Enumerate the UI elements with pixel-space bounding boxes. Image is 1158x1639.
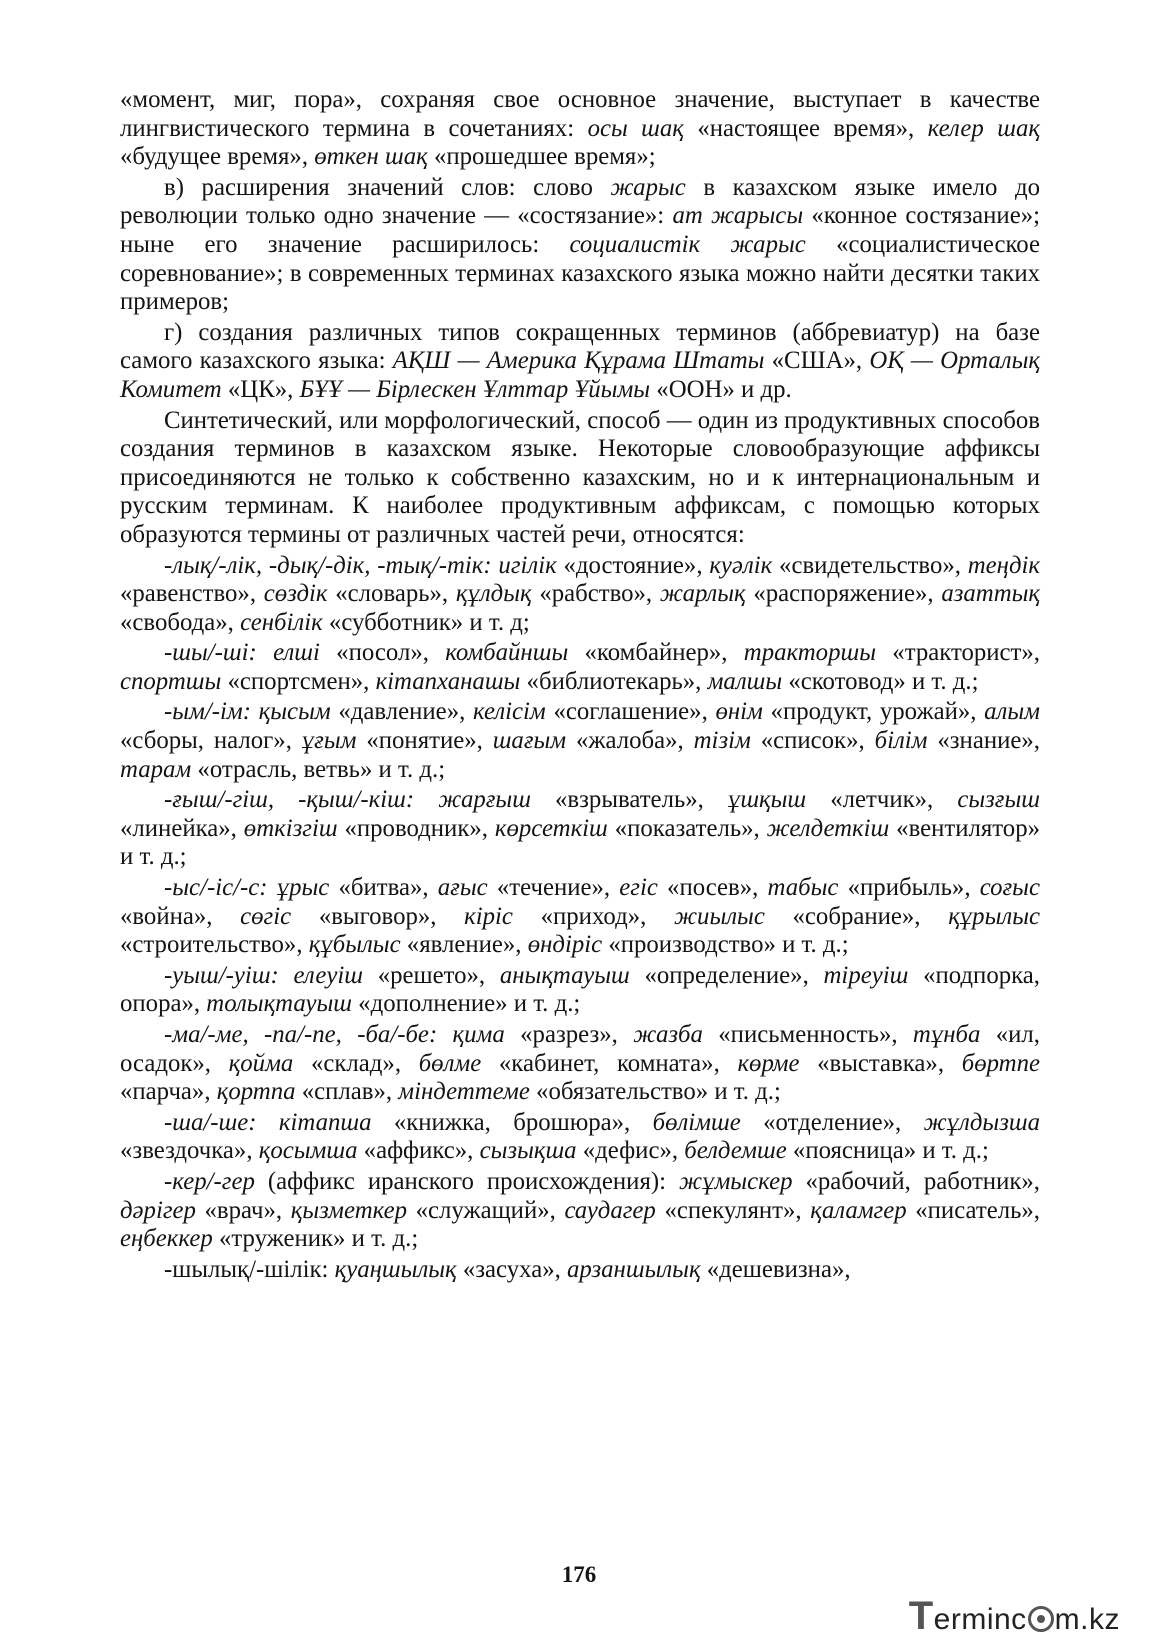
italic-term: кітапханашы (375, 667, 521, 695)
italic-term: -лық/-лік, -дық/-дік, -тық/-тік: игілік (164, 551, 557, 579)
text-run: «знание», (927, 727, 1040, 755)
text-run: «отрасль, ветвь» и т. д.; (191, 755, 446, 783)
text-run: «поясница» и т. д.; (786, 1137, 989, 1165)
text-run: «подпорка, опора», (120, 961, 1040, 1018)
italic-term: келер шақ (927, 114, 1040, 142)
italic-term: -ым/-ім: қысым (164, 698, 331, 726)
paragraph (120, 1109, 1040, 1166)
paragraph (120, 552, 1040, 638)
text-run: «ил, осадок», (120, 1021, 1040, 1077)
text-run: -шылық/-шілік: (164, 1255, 335, 1283)
text-run: «врач», (195, 1196, 291, 1224)
italic-term: өндіріс (527, 931, 603, 959)
italic-term: шағым (492, 727, 567, 755)
paragraph (120, 874, 1040, 960)
italic-term: тізім (693, 727, 751, 755)
italic-term: сөгіс (240, 902, 292, 930)
italic-term: көрсеткіш (494, 814, 608, 842)
text-run: «свидетельство», (772, 551, 968, 579)
italic-term: тракторшы (743, 639, 876, 667)
italic-term: өткен шақ (314, 143, 428, 171)
text-run: «скотовод» и т. д.; (782, 667, 979, 695)
italic-term: тұнба (912, 1021, 981, 1048)
italic-term: ұғым (301, 727, 357, 755)
text-run: «дешевизна», (700, 1255, 851, 1283)
italic-term: келісім (472, 698, 546, 726)
text-run: «соглашение», (545, 698, 716, 726)
text-run: «течение», (487, 874, 620, 902)
text-run: «взрыватель», (530, 786, 728, 814)
italic-term: жұмыскер (679, 1167, 793, 1195)
text-run: «дефис», (576, 1137, 685, 1165)
italic-term: -кер/-гер (164, 1167, 255, 1195)
text-run: «список», (750, 727, 875, 755)
italic-term: сенбілік (240, 608, 323, 636)
italic-term: комбайншы (445, 639, 569, 667)
text-run: «прошедшее время»; (427, 143, 656, 171)
italic-term: табыс (767, 874, 839, 902)
text-run: «показатель», (607, 814, 767, 842)
text-run: «летчик», (806, 786, 958, 814)
italic-term: қаламгер (810, 1196, 907, 1224)
italic-term: көрме (737, 1049, 800, 1077)
italic-term: азаттық (941, 580, 1040, 608)
text-run: «равенство», (120, 580, 264, 608)
italic-term: қуаңшылық (334, 1255, 457, 1283)
paragraph (120, 1256, 1040, 1285)
text-run: «выставка», (799, 1049, 962, 1077)
paragraph (120, 407, 1040, 550)
paragraph (120, 698, 1040, 784)
text-run: «момент, миг, пора», сохраняя свое основное значение, выступает в качестве лингвистического термина в сочетаниях: (120, 86, 1040, 142)
text-run: «рабочий, работник», (792, 1167, 1040, 1195)
italic-term: егіс (619, 874, 658, 902)
watermark-middle: erminc (933, 1603, 1027, 1636)
text-run: «спортсмен», (221, 667, 376, 695)
italic-term: малшы (707, 667, 783, 695)
text-run: «понятие», (356, 727, 493, 755)
italic-term: -ғыш/-гіш, -қыш/-кіш: жарғыш (164, 786, 531, 814)
paragraph (120, 962, 1040, 1019)
text-run: «собрание», (764, 902, 949, 930)
italic-term: міндеттеме (398, 1078, 530, 1106)
text-run: «посев», (657, 874, 768, 902)
text-run: «труженик» и т. д.; (212, 1225, 419, 1253)
text-run: (аффикс иранского происхождения): (254, 1167, 680, 1195)
italic-term: ағыс (437, 874, 488, 902)
italic-term: осы шақ (587, 114, 684, 142)
italic-term: құбылыс (308, 931, 401, 959)
italic-term: -ша/-ше: кітапша (164, 1108, 372, 1136)
italic-term: кіріс (464, 902, 513, 930)
italic-term: БҰҰ — Бірлескен Ұлттар Ұйымы (299, 375, 651, 403)
paragraph (120, 319, 1040, 405)
text-run: «достояние», (556, 551, 710, 579)
italic-term: теңдік (967, 551, 1041, 579)
text-run: в) расширения значений слов: слово (164, 173, 611, 201)
text-run: «аффикс», (357, 1137, 480, 1165)
text-run: «линейка», (120, 814, 244, 842)
paragraph (120, 1168, 1040, 1254)
page-number: 176 (561, 1562, 597, 1587)
italic-term: -шы/-ші: елші (164, 639, 320, 667)
text-run: «словарь», (327, 580, 456, 608)
text-run: «будущее время», (120, 143, 315, 171)
italic-term: бөлімше (652, 1108, 741, 1136)
text-run: «распоряжение», (745, 580, 942, 608)
text-run: «дополнение» и т. д.; (351, 990, 581, 1018)
italic-term: саудагер (564, 1196, 656, 1224)
text-run: «приход», (512, 902, 674, 930)
text-run: «решето», (362, 961, 500, 989)
italic-term: жазба (633, 1021, 703, 1048)
text-run: «звездочка», (120, 1137, 259, 1165)
text-run: «строительство», (120, 931, 309, 959)
text-run: «США», (764, 347, 870, 375)
termincom-watermark (909, 1594, 1120, 1639)
italic-term: белдемше (684, 1137, 787, 1165)
italic-term: құрылыс (948, 902, 1040, 930)
text-run: «давление», (330, 698, 473, 726)
text-run: Синтетический, или морфологический, способ — один из продуктивных способов создания терминов в казахском языке. Некоторые словообразующие аффиксы присоединяются не только к собственно казахским, но и к интернациональным и русским терминам. К наиболее продуктивным аффиксам, с помощью которых образуются термины от различных частей речи, относятся: (120, 406, 1040, 548)
text-run: «сплав», (295, 1078, 399, 1106)
italic-term: қойма (228, 1049, 294, 1077)
text-run: «библиотекарь», (520, 667, 708, 695)
italic-term: қортпа (216, 1078, 296, 1106)
paragraph (120, 86, 1040, 172)
text-run: «отделение», (740, 1108, 924, 1136)
text-run: «определение», (629, 961, 824, 989)
italic-term: -ма/-ме, -па/-пе, -ба/-бе: қима (164, 1021, 505, 1048)
italic-term: сызықша (479, 1137, 577, 1165)
text-run: «продукт, урожай», (762, 698, 985, 726)
text-run: «сборы, налог», (120, 727, 302, 755)
watermark-logo-icon (1028, 1606, 1054, 1632)
italic-term: тарам (120, 755, 192, 783)
italic-term: өнім (715, 698, 763, 726)
text-run: «социалистическое соревнование»; в современных терминах казахского языка можно найти десятки таких примеров; (120, 230, 1040, 316)
watermark-prefix: T (908, 1594, 934, 1638)
text-run: «битва», (329, 874, 438, 902)
italic-term: қызметкер (290, 1196, 407, 1224)
text-run: «посол», (319, 639, 446, 667)
text-run: «война», (120, 902, 241, 930)
text-run: «засуха», (456, 1255, 568, 1283)
page-body (120, 86, 1040, 1286)
text-run: «рабство», (531, 580, 660, 608)
text-run: «выговор», (291, 902, 465, 930)
italic-term: толықтауыш (206, 990, 352, 1018)
italic-term: жұлдызша (923, 1108, 1040, 1136)
italic-term: қосымша (258, 1137, 358, 1165)
text-run: «книжка, брошюра», (371, 1108, 653, 1136)
text-run: «жалоба», (566, 727, 694, 755)
italic-term: бөртпе (961, 1049, 1040, 1077)
text-run: в казахском языке имело до революции только одно значение — «состязание»: (120, 173, 1040, 230)
text-run: «служащий», (406, 1196, 565, 1224)
text-run: «свобода», (120, 608, 241, 636)
italic-term: ОҚ — Орталық Комитет (120, 347, 1040, 403)
paragraph (120, 174, 1040, 317)
italic-term: тіреуіш (823, 961, 909, 989)
text-run: «спекулянт», (655, 1196, 811, 1224)
text-run: «писатель», (906, 1196, 1040, 1224)
text-run: «производство» и т. д.; (602, 931, 849, 959)
text-run: «обязательство» и т. д.; (529, 1078, 781, 1106)
italic-term: сызғыш (957, 786, 1040, 814)
italic-term: арзаншылық (567, 1255, 701, 1283)
paragraph (120, 1021, 1040, 1107)
text-run: «склад», (293, 1049, 419, 1077)
text-run: «субботник» и т. д; (322, 608, 530, 636)
italic-term: алым (984, 698, 1040, 726)
text-run: «проводник», (337, 814, 495, 842)
text-run: «письменность», (702, 1021, 913, 1048)
italic-term: бөлме (418, 1049, 482, 1077)
italic-term: АҚШ — Америка Құрама Штаты (392, 347, 765, 375)
italic-term: жарлық (659, 580, 746, 608)
italic-term: еңбеккер (120, 1225, 213, 1253)
italic-term: -ыс/-іс/-с: ұрыс (164, 874, 330, 902)
italic-term: ұшқыш (727, 786, 807, 814)
text-run: «ЦК», (221, 375, 300, 403)
italic-term: желдеткіш (766, 814, 890, 842)
text-run: «разрез», (504, 1021, 634, 1048)
italic-term: дәрігер (120, 1196, 196, 1224)
italic-term: -уыш/-уіш: елеуіш (164, 961, 363, 989)
italic-term: ат жарысы (672, 202, 804, 230)
text-run: «настоящее время», (683, 114, 928, 142)
text-run: «ООН» и др. (650, 375, 792, 403)
italic-term: өткізгіш (243, 814, 338, 842)
italic-term: соғыс (979, 874, 1040, 902)
italic-term: құлдық (455, 580, 532, 608)
text-run: «конное состязание»; ныне его значение расширилось: (120, 202, 1040, 258)
text-run: «прибыль», (838, 874, 980, 902)
text-run: «вентилятор» и т. д.; (120, 814, 1040, 871)
text-run: «кабинет, комната», (481, 1049, 738, 1077)
italic-term: сөздік (263, 580, 328, 608)
paragraph (120, 786, 1040, 872)
text-run: «парча», (120, 1078, 217, 1106)
italic-term: куәлік (709, 551, 773, 579)
watermark-suffix: m.kz (1054, 1603, 1120, 1636)
italic-term: социалистік жарыс (569, 230, 806, 258)
text-run: г) создания различных типов сокращенных терминов (аббревиатур) на базе самого казахского языка: (120, 318, 1040, 375)
text-run: «явление», (400, 931, 528, 959)
italic-term: жиылыс (673, 902, 765, 930)
paragraph (120, 639, 1040, 696)
text-run: «тракторист», (876, 639, 1040, 667)
italic-term: анықтауыш (499, 961, 630, 989)
italic-term: жарыс (610, 173, 686, 201)
text-run: «комбайнер», (568, 639, 744, 667)
italic-term: спортшы (120, 667, 222, 695)
italic-term: білім (874, 727, 928, 755)
